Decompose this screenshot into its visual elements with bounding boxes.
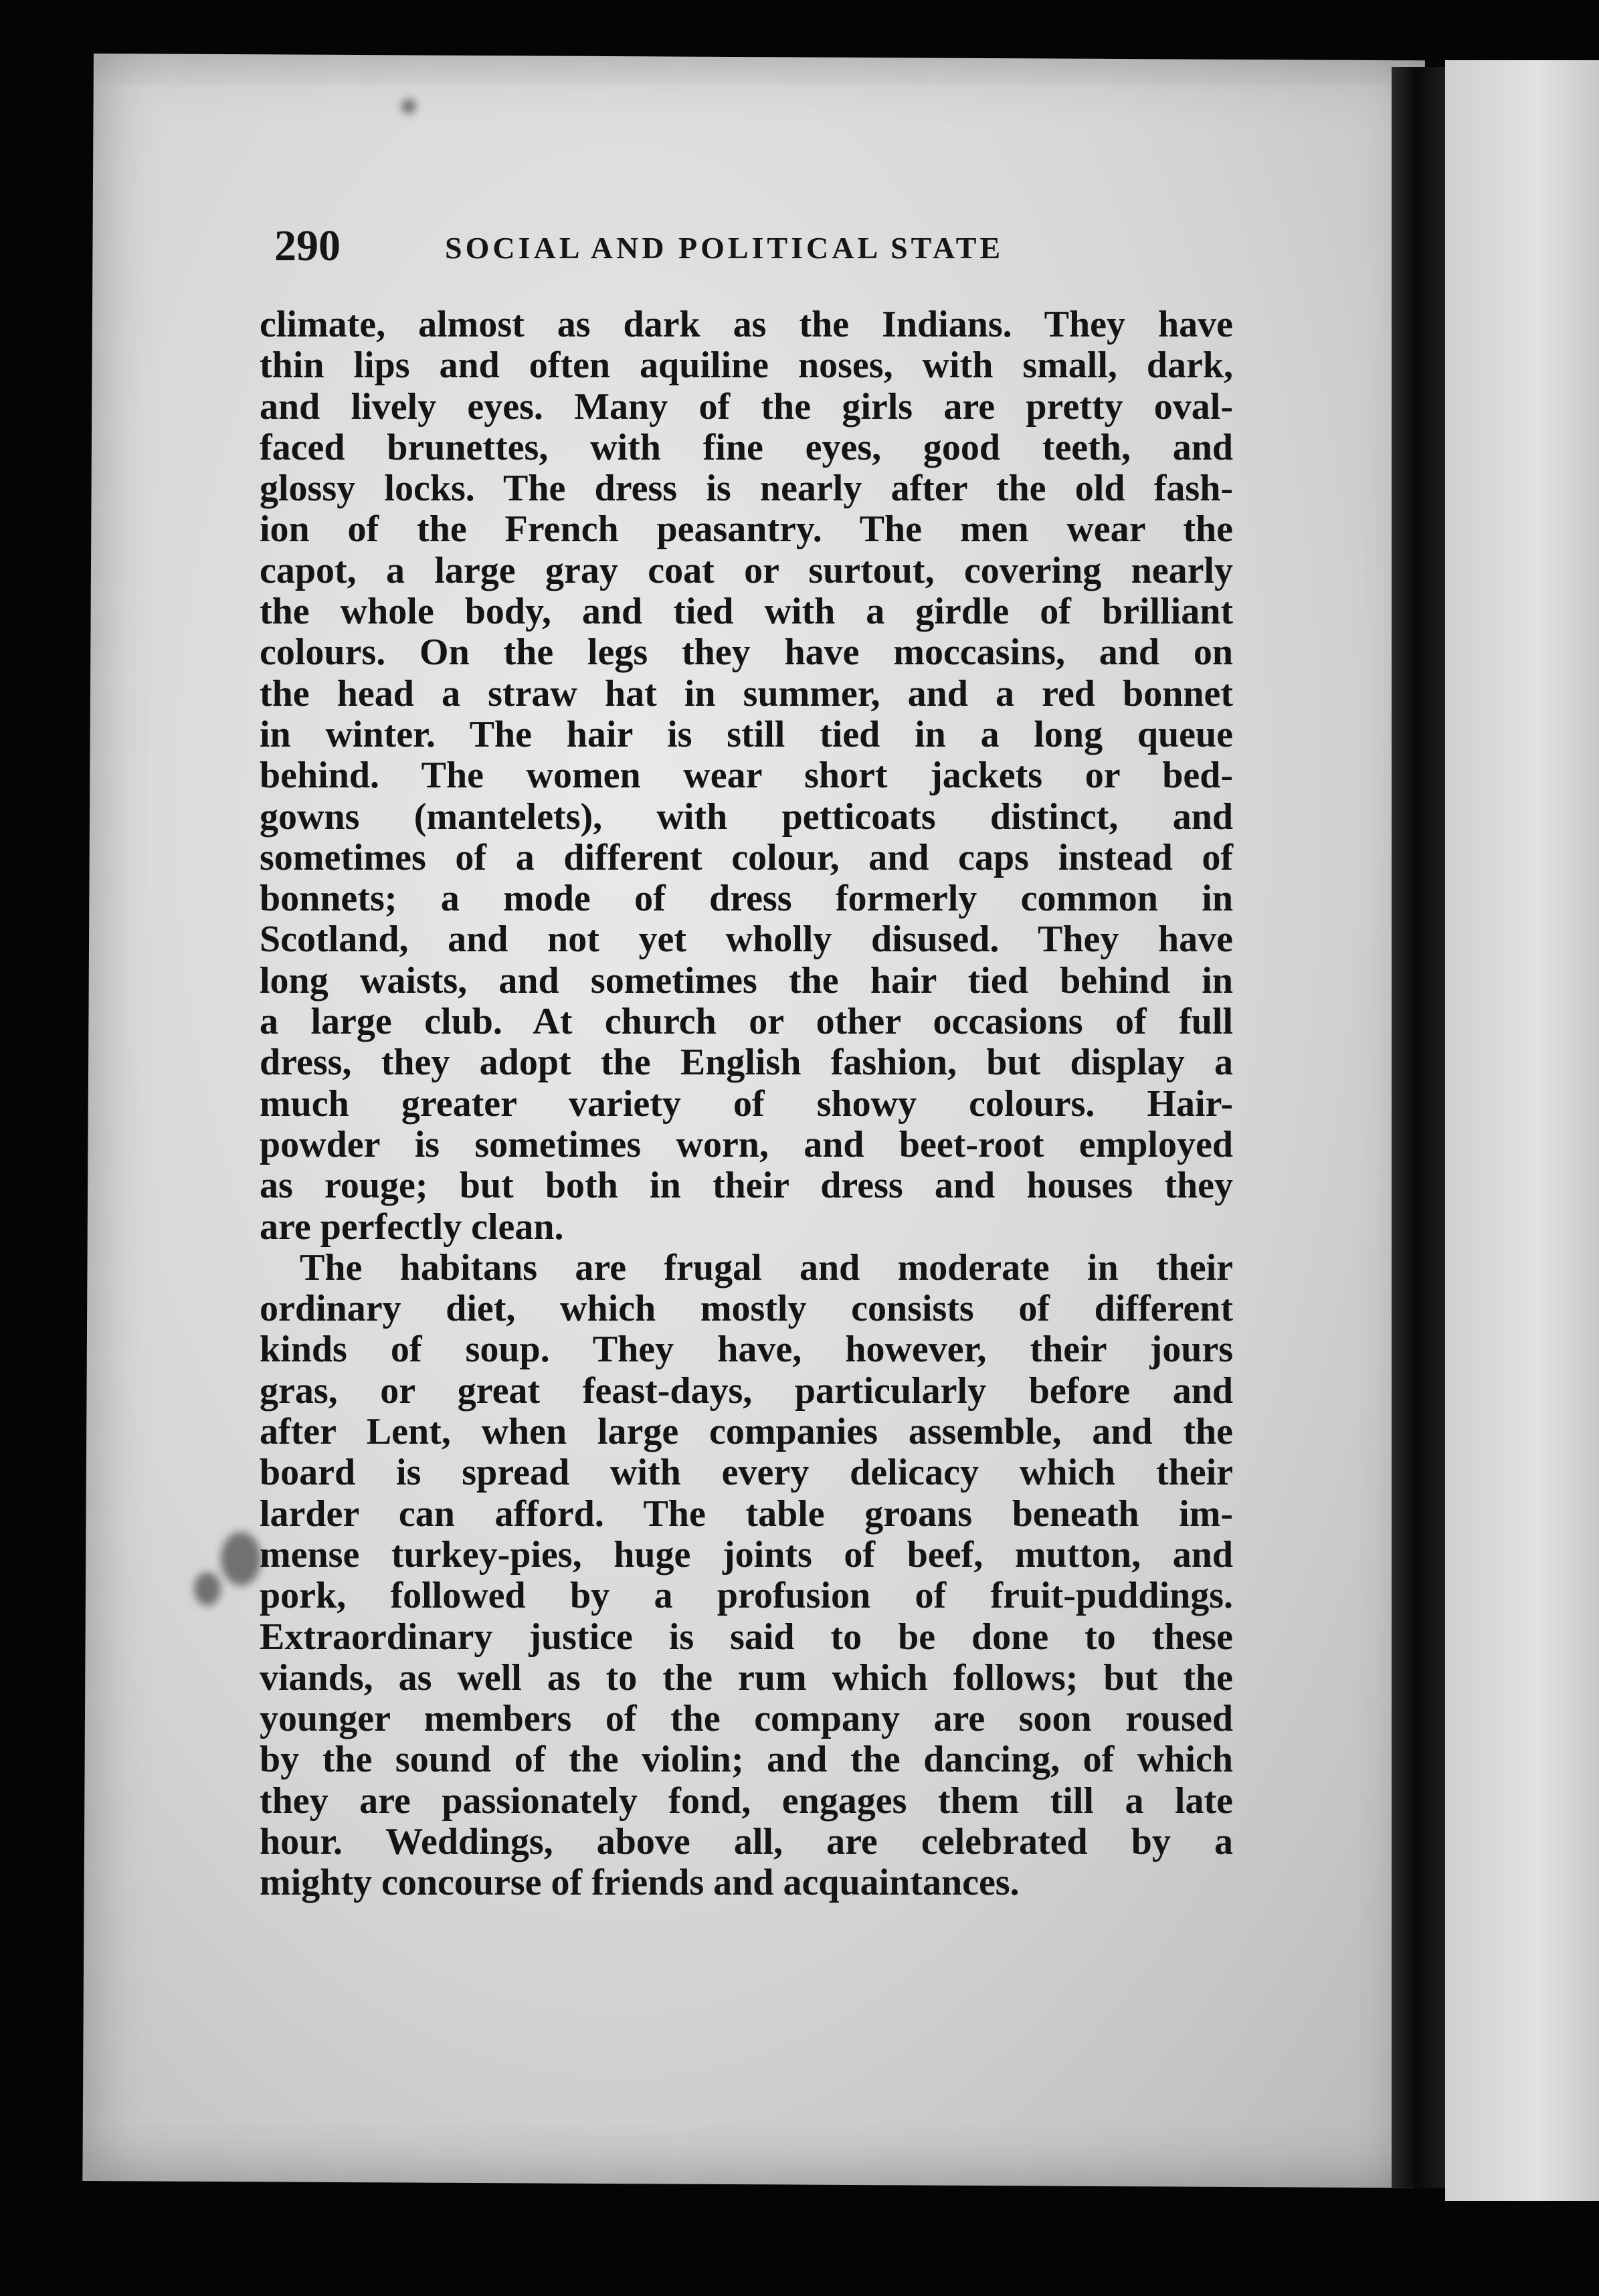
text-line: a large club. At church or other occasions of full [260, 1001, 1233, 1043]
ink-smudge [194, 1572, 221, 1606]
text-line: kinds of soup. They have, however, their jours [260, 1329, 1233, 1371]
text-line: sometimes of a different colour, and caps instead of [260, 836, 1233, 878]
text-line: larder can afford. The table groans beneath im- [260, 1493, 1233, 1535]
text-line: board is spread with every delicacy which their [260, 1452, 1233, 1494]
text-line: hour. Weddings, above all, are celebrated by a [260, 1820, 1233, 1862]
text-line: are perfectly clean. [260, 1206, 564, 1248]
text-line: gras, or great feast-days, particularly before and [260, 1369, 1233, 1412]
text-line: glossy locks. The dress is nearly after the old fash- [260, 468, 1233, 510]
text-line: ion of the French peasantry. The men wear the [260, 508, 1233, 551]
text-line: in winter. The hair is still tied in a long queue [260, 713, 1233, 755]
book-gutter [1392, 67, 1445, 2188]
text-line: bonnets; a mode of dress formerly common in [260, 878, 1233, 920]
text-line: long waists, and sometimes the hair tied behind in [260, 959, 1233, 1001]
text-line: mense turkey-pies, huge joints of beef, mutton, and [260, 1533, 1233, 1575]
text-line: The habitans are frugal and moderate in their [300, 1246, 1233, 1288]
text-line: mighty concourse of friends and acquaintances. [260, 1862, 1020, 1904]
text-line: younger members of the company are soon roused [260, 1698, 1233, 1740]
text-line: after Lent, when large companies assemble, and the [260, 1411, 1233, 1453]
text-line: as rouge; but both in their dress and houses they [260, 1165, 1233, 1207]
text-line: and lively eyes. Many of the girls are pretty oval- [260, 385, 1233, 427]
text-line: the whole body, and tied with a girdle of brilliant [260, 591, 1233, 633]
text-line: pork, followed by a profusion of fruit-puddings. [260, 1575, 1233, 1617]
text-line: thin lips and often aquiline noses, with small, dark, [260, 345, 1233, 387]
text-line: Scotland, and not yet wholly disused. They have [260, 919, 1233, 961]
text-line: the head a straw hat in summer, and a red bonnet [260, 672, 1233, 714]
text-line: Extraordinary justice is said to be done to these [260, 1616, 1233, 1658]
text-line: ordinary diet, which mostly consists of different [260, 1288, 1233, 1330]
page-header [274, 221, 1238, 274]
page-number: 290 [274, 221, 341, 270]
ink-smudge [401, 99, 416, 114]
text-line: much greater variety of showy colours. Hair- [260, 1082, 1233, 1125]
facing-page-edge [1445, 60, 1599, 2201]
body-text [260, 304, 1233, 1904]
text-line: climate, almost as dark as the Indians. They have [260, 304, 1233, 345]
text-line: behind. The women wear short jackets or bed- [260, 755, 1233, 797]
text-line: colours. On the legs they have moccasins, and on [260, 632, 1233, 674]
text-line: faced brunettes, with fine eyes, good teeth, and [260, 426, 1233, 468]
text-line: gowns (mantelets), with petticoats distinct, and [260, 795, 1233, 838]
text-line: powder is sometimes worn, and beet-root employed [260, 1123, 1233, 1165]
text-line: viands, as well as to the rum which follows; but the [260, 1656, 1233, 1699]
text-line: they are passionately fond, engages them till a late [260, 1780, 1233, 1822]
text-line: by the sound of the violin; and the dancing, of which [260, 1739, 1233, 1781]
ink-smudge [221, 1532, 261, 1586]
running-head: SOCIAL AND POLITICAL STATE [445, 231, 1004, 265]
text-line: dress, they adopt the English fashion, but display a [260, 1042, 1233, 1084]
text-line: capot, a large gray coat or surtout, covering nearly [260, 549, 1233, 591]
